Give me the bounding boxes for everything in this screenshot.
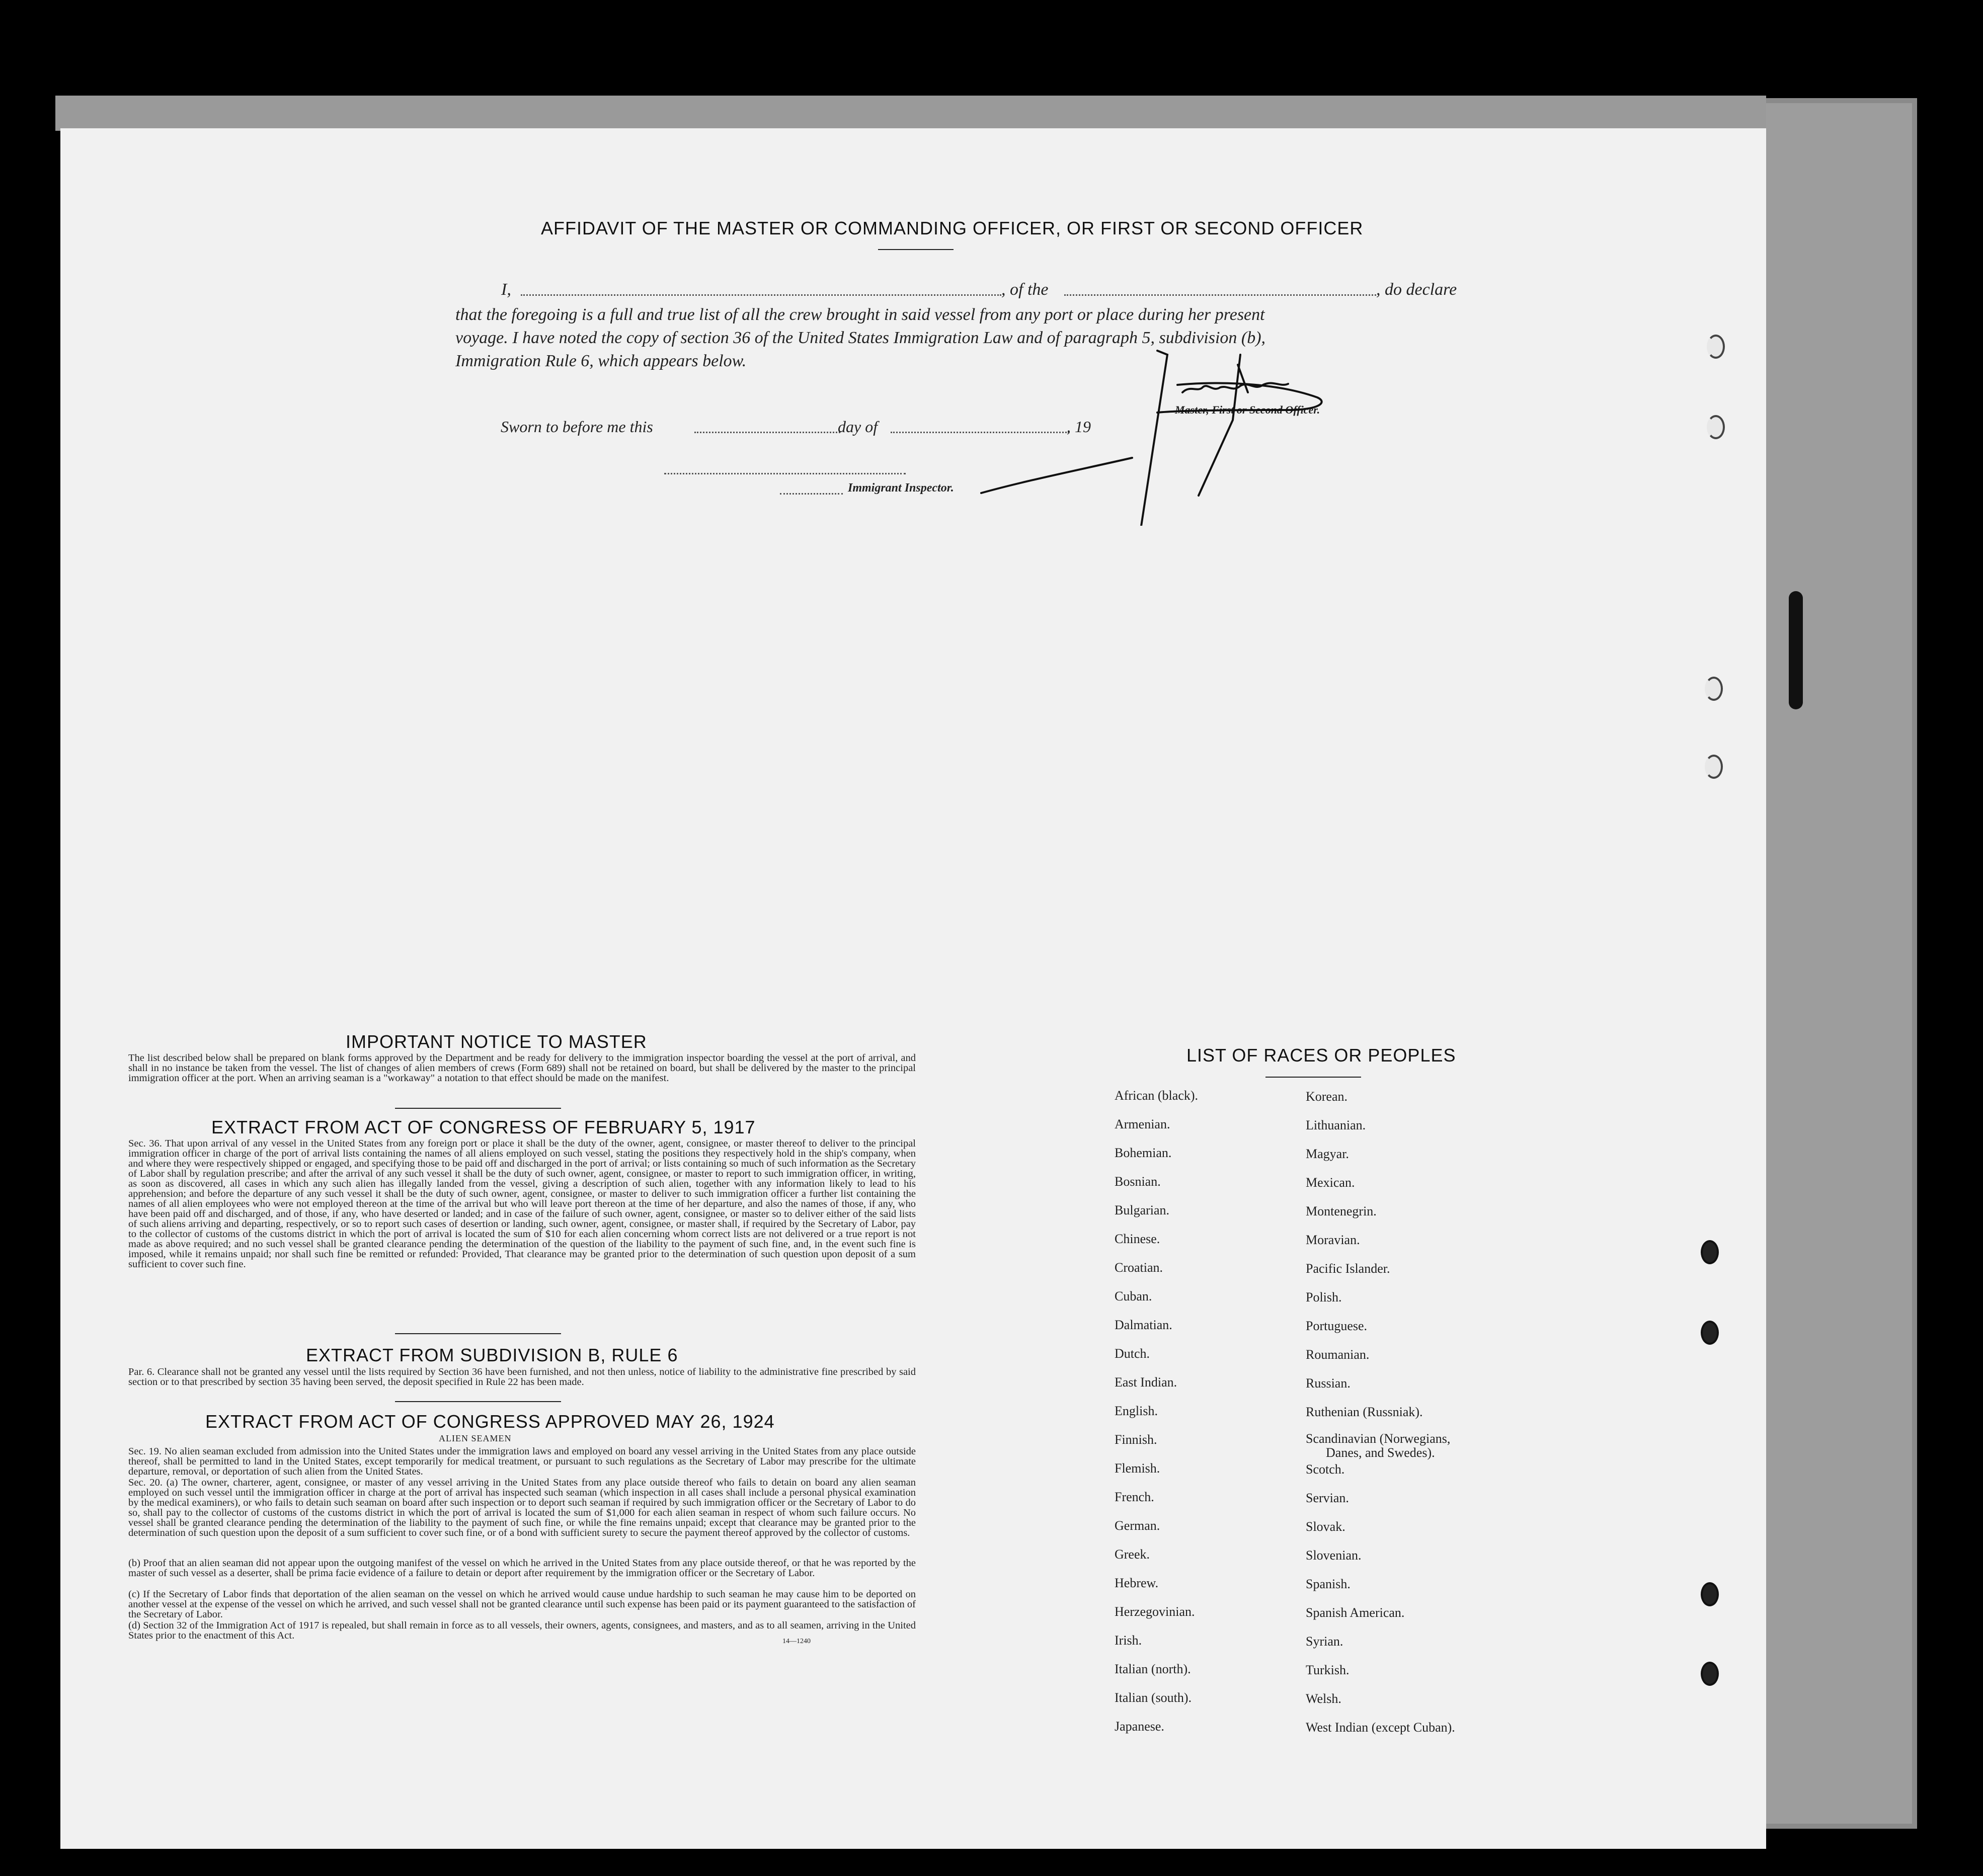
affidavit-i-label: I,: [501, 280, 511, 299]
race-item: Scandinavian (Norwegians,: [1306, 1431, 1451, 1446]
sec-20a-text: Sec. 20. (a) The owner, charterer, agent, consignee, or master of any vessel arriving in the United States from any place outside thereof who fails to detain on board any alien seaman employed on such vessel until the immigration officer in charge at the port of arrival has inspected such seaman (which inspection in all cases shall include a personal physical examination by the medical examiners), or who fails to detain such seaman on board after such inspection or to deport such seaman if required by such immigration officer or the Secretary of Labor to do so, shall pay to the collector of customs of the customs district in which the port of arrival is located the sum of $1,000 for each alien seaman in respect of whom such failure occurs. No vessel shall be granted clearance pending the determination of the liability to the payment of such fine, or while the fine remains unpaid; except that clearance may be granted prior to the determination of such question upon the deposit of a sum sufficient to cover such fine, or of a bond with sufficient surety to secure the payment thereof approved by the collector of customs.: [128, 1477, 916, 1538]
race-item: Spanish.: [1306, 1577, 1351, 1591]
race-item: Herzegovinian.: [1115, 1604, 1195, 1619]
backing-sheet-inner: [1761, 103, 1912, 1824]
notice-rule: [395, 1108, 561, 1109]
title-rule: [878, 249, 954, 250]
affidavit-of-the-label: , of the: [1001, 280, 1049, 299]
race-item: Croatian.: [1115, 1260, 1163, 1275]
punch-hole: [1707, 335, 1725, 359]
sec-20d-text: (d) Section 32 of the Immigration Act of 1917 is repealed, but shall remain in force as to all vessels, their owners, agents, consignees, and masters, and as to all seamen, arriving in the United States prior to the enactment of this Act.: [128, 1620, 916, 1641]
notice-title: IMPORTANT NOTICE TO MASTER: [346, 1031, 647, 1052]
race-item-continuation: Danes, and Swedes).: [1326, 1445, 1435, 1460]
handwritten-signature: [966, 345, 1369, 526]
affidavit-line-4: Immigration Rule 6, which appears below.: [455, 352, 747, 370]
race-item: Armenian.: [1115, 1117, 1170, 1131]
race-item: West Indian (except Cuban).: [1306, 1720, 1455, 1735]
punch-hole: [1701, 1321, 1719, 1345]
vessel-name-blank[interactable]: [1064, 294, 1376, 296]
race-item: Bohemian.: [1115, 1146, 1172, 1160]
notice-body: The list described below shall be prepared on blank forms approved by the Department and be ready for delivery to the immigration inspector boarding the vessel at the port of arrival, and shall in no instance be taken from the vessel. The list of changes of alien members of crews (Form 689) shall not be retained on board, but shall be delivered by the master to the principal immigration officer at the port. When an arriving seaman is a "workaway" a notation to that effect should be made on the manifest.: [128, 1052, 916, 1084]
sec-19-text: Sec. 19. No alien seaman excluded from admission into the United States under the immigration laws and employed on board any vessel arriving in the United States from any place outside thereof, shall be permitted to land in the United States, except temporarily for medical treatment, or pursuant to such regulations as the Secretary of Labor may prescribe for the ultimate departure, removal, or deportation of such alien from the United States.: [128, 1446, 916, 1477]
affidavit-declare-label: , do declare: [1376, 280, 1457, 299]
punch-hole: [1701, 1662, 1719, 1686]
extract-1917-rule: [395, 1333, 561, 1334]
race-item: Dutch.: [1115, 1346, 1150, 1361]
year-label: , 19: [1067, 418, 1091, 436]
race-item: English.: [1115, 1404, 1158, 1418]
race-item: Welsh.: [1306, 1691, 1341, 1706]
sworn-day-blank[interactable]: [694, 432, 840, 433]
race-item: Syrian.: [1306, 1634, 1343, 1649]
race-item: French.: [1115, 1490, 1154, 1504]
inspector-signature-blank[interactable]: [664, 473, 906, 474]
race-item: Chinese.: [1115, 1232, 1160, 1246]
affidavit-title: AFFIDAVIT OF THE MASTER OR COMMANDING OFFICER, OR FIRST OR SECOND OFFICER: [541, 218, 1364, 238]
race-item: Hebrew.: [1115, 1576, 1159, 1590]
alien-seamen-subtitle: ALIEN SEAMEN: [439, 1433, 512, 1443]
race-item: Montenegrin.: [1306, 1204, 1377, 1218]
punch-hole: [1701, 1240, 1719, 1264]
races-title: LIST OF RACES OR PEOPLES: [1186, 1045, 1456, 1066]
affidavit-line-2: that the foregoing is a full and true list of all the crew brought in said vessel from any port or place during her present: [455, 305, 1265, 324]
punch-hole: [1707, 415, 1725, 439]
extract-1917-title: EXTRACT FROM ACT OF CONGRESS OF FEBRUARY 5, 1917: [211, 1117, 756, 1137]
day-of-label: day of: [838, 418, 878, 436]
punch-hole: [1705, 677, 1723, 701]
rule6-body: Par. 6. Clearance shall not be granted any vessel until the lists required by Section 36 have been furnished, and not then unless, notice of liability to the administrative fine prescribed by said section or to that prescribed by section 35 having been served, the deposit specified in Rule 22 has been made.: [128, 1366, 916, 1388]
master-name-blank[interactable]: [521, 294, 1001, 296]
extract-1917-body: Sec. 36. That upon arrival of any vessel in the United States from any foreign port or place it shall be the duty of the owner, agent, consignee, or master thereof to deliver to the principal immigration officer in charge of the port of arrival lists containing the names of all aliens employed on such vessel, stating the positions they respectively hold in the ship's company, when and where they were respectively shipped or engaged, and specifying those to be paid off and discharged in the port of arrival; or lists containing so much of such information as the Secretary of Labor shall by regulation prescribe; and after the arrival of any such vessel it shall be the duty of such owner, agent, consignee, or master to report to such immigration officer, in writing, as soon as discovered, all cases in which any such alien has illegally landed from the vessel, giving a description of such alien, together with any information likely to lead to his apprehension; and before the departure of any such vessel it shall be the duty of such owner, agent, consignee, or master to deliver to such immigration officer a further list containing the names of all alien employees who were not employed thereon at the time of the arrival but who will leave port thereon at the time of her departure, and also the names of those, if any, who have been paid off and discharged, and of those, if any, who have deserted or landed; and in case of the failure of such owner, agent, consignee, or master so to deliver either of the said lists of such aliens arriving and departing, respectively, or so to report such cases of desertion or landing, such owner, agent, consignee, or master shall, if required by the Secretary of Labor, pay to the collector of customs of the customs district in which the port of arrival is located the sum of $10 for each alien concerning whom correct lists are not delivered or a true report is not made as above required; and no such vessel shall be granted clearance pending the determination of the question of the liability to the payment of such fine, and, in the event such fine is imposed, while it remains unpaid; nor shall such fine be remitted or refunded: Provided, That clearance may be granted prior to the determination of such question upon deposit of a sum sufficient to cover such fine.: [128, 1138, 916, 1270]
race-item: Dalmatian.: [1115, 1318, 1172, 1332]
race-item: Italian (north).: [1115, 1662, 1191, 1676]
sworn-label: Sworn to before me this: [501, 418, 653, 436]
rule6-rule: [395, 1401, 561, 1402]
race-item: Irish.: [1115, 1633, 1142, 1648]
sec-20b-text: (b) Proof that an alien seaman did not appear upon the outgoing manifest of the vessel on which he arrived in the United States from any place outside thereof, or that he was reported by the master of such vessel as a deserter, shall be prima facie evidence of a failure to detain or deport after requirement by the immigration officer or the Secretary of Labor.: [128, 1558, 916, 1579]
race-item: Scotch.: [1306, 1462, 1345, 1477]
form-number: 14—1240: [782, 1638, 811, 1645]
race-item: Mexican.: [1306, 1175, 1355, 1190]
races-rule: [1265, 1077, 1361, 1078]
race-item: Russian.: [1306, 1376, 1351, 1391]
sec-20c-text: (c) If the Secretary of Labor finds that deportation of the alien seaman on the vessel on which he arrived would cause undue hardship to such seaman he may cause him to be deported on another vessel at the expense of the vessel on which he arrived, and such vessel shall not be granted clearance until such expense has been paid or its payment guaranteed to the satisfaction of the Secretary of Labor.: [128, 1589, 916, 1620]
race-item: Flemish.: [1115, 1461, 1160, 1476]
race-item: Spanish American.: [1306, 1605, 1405, 1620]
race-item: Magyar.: [1306, 1147, 1349, 1161]
race-item: Roumanian.: [1306, 1347, 1370, 1362]
race-item: Japanese.: [1115, 1719, 1164, 1734]
inspector-label: Immigrant Inspector.: [848, 481, 954, 495]
race-item: African (black).: [1115, 1088, 1199, 1103]
race-item: Bulgarian.: [1115, 1203, 1170, 1217]
race-item: East Indian.: [1115, 1375, 1177, 1390]
race-item: Finnish.: [1115, 1432, 1157, 1447]
affidavit-line-3: voyage. I have noted the copy of section 36 of the United States Immigration Law and of paragraph 5, subdivision (b),: [455, 329, 1266, 347]
race-item: Pacific Islander.: [1306, 1261, 1390, 1276]
binding-clip: [1789, 591, 1803, 709]
punch-hole: [1705, 755, 1723, 779]
punch-hole: [1701, 1582, 1719, 1606]
race-item: Cuban.: [1115, 1289, 1152, 1303]
rule6-title: EXTRACT FROM SUBDIVISION B, RULE 6: [306, 1345, 678, 1365]
race-item: Bosnian.: [1115, 1174, 1161, 1189]
race-item: Italian (south).: [1115, 1690, 1192, 1705]
race-item: Moravian.: [1306, 1233, 1360, 1247]
master-signature-label: Master, First or Second Officer.: [1175, 403, 1320, 416]
race-item: Portuguese.: [1306, 1319, 1368, 1333]
race-item: Slovak.: [1306, 1519, 1345, 1534]
inspector-name-blank[interactable]: [780, 493, 843, 495]
top-page-edge: [55, 96, 1766, 131]
race-item: Polish.: [1306, 1290, 1342, 1304]
race-item: Korean.: [1306, 1089, 1348, 1104]
race-item: Slovenian.: [1306, 1548, 1362, 1563]
race-item: German.: [1115, 1518, 1160, 1533]
race-item: Turkish.: [1306, 1663, 1350, 1677]
race-item: Lithuanian.: [1306, 1118, 1366, 1132]
race-item: Greek.: [1115, 1547, 1150, 1562]
race-item: Ruthenian (Russniak).: [1306, 1405, 1423, 1419]
document-page: [60, 128, 1766, 1849]
extract-1924-title: EXTRACT FROM ACT OF CONGRESS APPROVED MAY 26, 1924: [205, 1411, 775, 1432]
race-item: Servian.: [1306, 1491, 1349, 1505]
